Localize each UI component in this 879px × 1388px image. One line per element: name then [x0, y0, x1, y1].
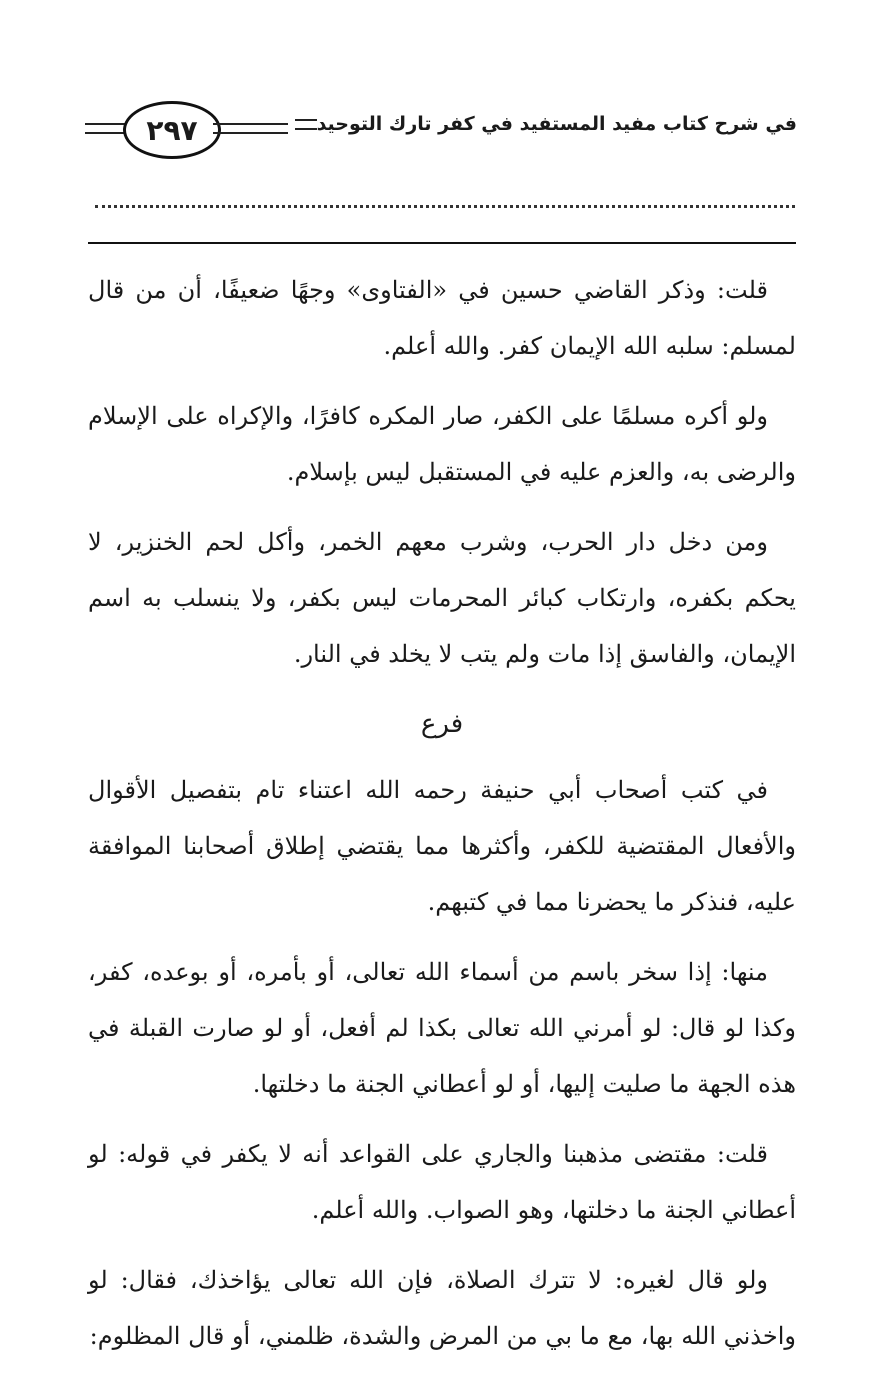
paragraph-1: قلت: وذكر القاضي حسين في «الفتاوى» وجهًا ضعيفًا، أن من قال لمسلم: سلبه الله الإيمان كفر. والله أعلم. — [88, 276, 796, 360]
paragraph-2: ولو أكره مسلمًا على الكفر، صار المكره كافرًا، والإكراه على الإسلام والرضى به، والعزم عليه في المستقبل ليس بإسلام. — [88, 402, 796, 486]
page-header — [85, 97, 797, 159]
title-rule-ornament — [295, 119, 317, 130]
paragraph-7: ولو قال لغيره: لا تترك الصلاة، فإن الله تعالى يؤاخذك، فقال: لو واخذني الله بها، مع ما بي من المرض والشدة، ظلمني، أو قال المظلوم: — [88, 1266, 796, 1350]
running-title — [289, 113, 797, 135]
footnote-rule — [88, 242, 796, 244]
paragraph-6: قلت: مقتضى مذهبنا والجاري على القواعد أنه لا يكفر في قوله: لو أعطاني الجنة ما دخلتها، وهو الصواب. والله أعلم. — [88, 1140, 796, 1224]
page-number: ٢٩٧ — [123, 101, 221, 159]
paragraph-5: منها: إذا سخر باسم من أسماء الله تعالى، أو بأمره، أو بوعده، كفر، وكذا لو قال: لو أمرني الله تعالى بكذا لم أفعل، أو لو صارت القبلة في هذه الجهة ما صليت إليها، أو لو أعطاني الجنة ما دخلتها. — [88, 958, 796, 1098]
paragraph-4: في كتب أصحاب أبي حنيفة رحمه الله اعتناء تام بتفصيل الأقوال والأفعال المقتضية للكفر، وأكثرها مما يقتضي إطلاق أصحابنا الموافقة عليه، فنذكر ما يحضرنا مما في كتبهم. — [88, 776, 796, 916]
section-heading: فرع — [420, 709, 464, 739]
paragraph-3: ومن دخل دار الحرب، وشرب معهم الخمر، وأكل لحم الخنزير، لا يحكم بكفره، وارتكاب كبائر المحرمات ليس بكفر، ولا ينسلب به اسم الإيمان، والفاسق إذا مات ولم يتب لا يخلد في النار. — [88, 528, 796, 668]
header-rule-right — [213, 123, 288, 134]
body-text — [88, 262, 796, 1378]
running-title-text: في شرح كتاب مفيد المستفيد في كفر تارك التوحيد — [316, 113, 797, 135]
header-rule-left — [85, 123, 125, 134]
dotted-separator — [95, 205, 795, 208]
